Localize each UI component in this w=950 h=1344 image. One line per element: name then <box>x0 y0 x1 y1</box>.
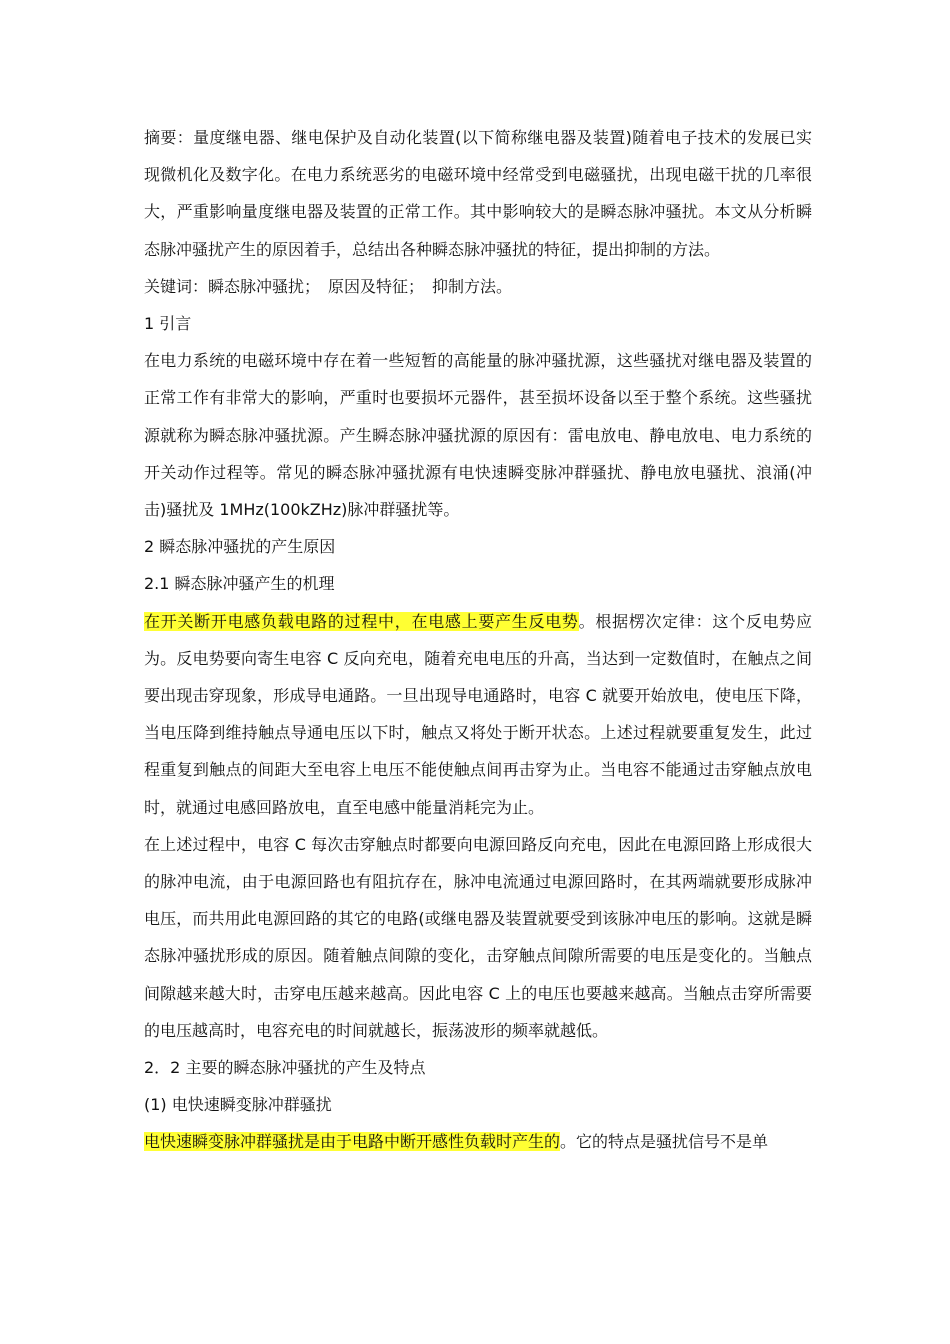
highlighted-text: 在开关断开电感负载电路的过程中，在电感上要产生反电势 <box>144 611 579 631</box>
mechanism-paragraph <box>144 603 812 826</box>
document-page <box>144 119 812 1161</box>
paragraph-text: 。它的特点是骚扰信号不是单 <box>560 1132 769 1152</box>
keywords-line: 关键词：瞬态脉冲骚扰； 原因及特征； 抑制方法。 <box>144 276 513 296</box>
section-heading-1: 1 引言 <box>144 314 192 334</box>
subsection-heading-2-1: 2.1 瞬态脉冲骚产生的机理 <box>144 574 335 594</box>
intro-paragraph: 在电力系统的电磁环境中存在着一些短暂的高能量的脉冲骚扰源，这些骚扰对继电器及装置的正常工作有非常大的影响，严重时也要损坏元器件，甚至损坏设备以至于整个系统。这些骚扰源就称为瞬态脉冲骚扰源。产生瞬态脉冲骚扰源的原因有：雷电放电、静电放电、电力系统的开关动作过程等。常见的瞬态脉冲骚扰源有电快速瞬变脉冲群骚扰、静电放电骚扰、浪涌(冲击)骚扰及 1MHz(100kZHz)脉冲群骚扰等。 <box>144 351 812 520</box>
item-heading-1: (1) 电快速瞬变脉冲群骚扰 <box>144 1095 332 1115</box>
section-heading-2: 2 瞬态脉冲骚扰的产生原因 <box>144 537 336 557</box>
paragraph-text: 。根据楞次定律：这个反电势应为。反电势要向寄生电容 C 反向充电，随着充电电压的升高，当达到一定数值时，在触点之间要出现击穿现象，形成导电通路。一旦出现导电通路时，电容 C 就要开始放电，使电压下降，当电压降到维持触点导通电压以下时，触点又将处于断开状态。上述过程就要重复发生，此过程重复到触点的间距大至电容上电压不能使触点间再击穿为止。当电容不能通过击穿触点放电时，就通过电感回路放电，直至电感中能量消耗完为止。 <box>144 611 812 817</box>
process-paragraph: 在上述过程中，电容 C 每次击穿触点时都要向电源回路反向充电，因此在电源回路上形成很大的脉冲电流，由于电源回路也有阻抗存在，脉冲电流通过电源回路时，在其两端就要形成脉冲电压，而共用此电源回路的其它的电路(或继电器及装置就要受到该脉冲电压的影响。这就是瞬态脉冲骚扰形成的原因。随着触点间隙的变化，击穿触点间隙所需要的电压是变化的。当触点间隙越来越大时，击穿电压越来越高。因此电容 C 上的电压也要越来越高。当触点击穿所需要的电压越高时，电容充电的时间就越长，振荡波形的频率就越低。 <box>144 834 812 1040</box>
abstract-paragraph: 摘要：量度继电器、继电保护及自动化装置(以下简称继电器及装置)随着电子技术的发展已实现微机化及数字化。在电力系统恶劣的电磁环境中经常受到电磁骚扰，出现电磁干扰的几率很大，严重影响量度继电器及装置的正常工作。其中影响较大的是瞬态脉冲骚扰。本文从分析瞬态脉冲骚扰产生的原因着手，总结出各种瞬态脉冲骚扰的特征，提出抑制的方法。 <box>144 128 812 259</box>
subsection-heading-2-2: 2．2 主要的瞬态脉冲骚扰的产生及特点 <box>144 1058 426 1078</box>
eft-paragraph <box>144 1123 812 1160</box>
highlighted-text: 电快速瞬变脉冲群骚扰是由于电路中断开感性负载时产生的 <box>144 1132 561 1152</box>
